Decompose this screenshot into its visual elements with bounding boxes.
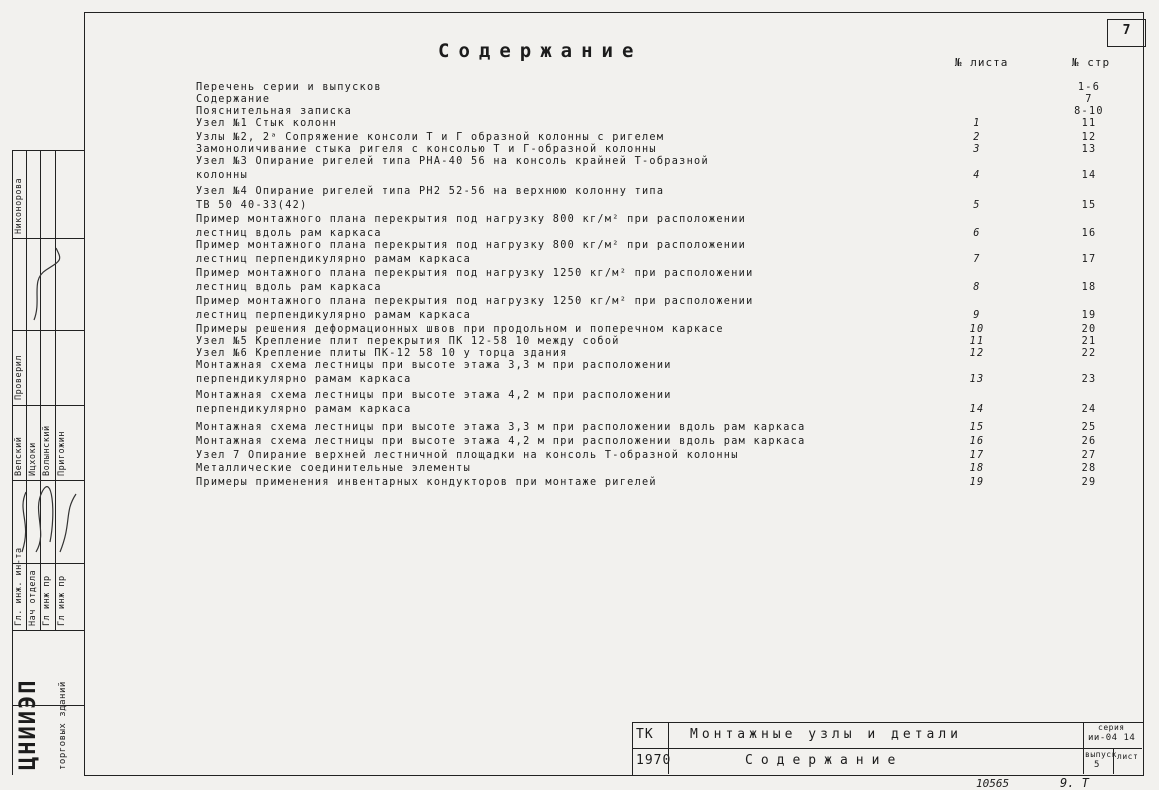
row-text: Монтажная схема лестницы при высоте этажа 3,3 м при расположении вдоль рам каркаса [196,422,806,433]
row-sheet-number: 15 [969,422,985,433]
row-text: Узел №5 Крепление плит перекрытия ПК 12-58 10 между собой [196,336,620,347]
contents-row [0,422,1159,436]
row-text: перпендикулярно рамам каркаса [196,374,412,385]
row-page-number: 26 [1081,436,1097,447]
row-text: Пример монтажного плана перекрытия под нагрузку 800 кг/м² при расположении [196,240,747,251]
row-text: Монтажная схема лестницы при высоте этажа 4,2 м при расположении [196,390,672,401]
row-text: колонны [196,170,249,181]
stamp-subtitle: Содержание [745,753,904,768]
sheet-label: лист [1117,752,1139,761]
inventory-number: 10565 [976,777,1010,790]
role-1: Гл. инж. ин-та [14,547,24,626]
row-sheet-number: 3 [973,144,981,155]
row-sheet-number: 11 [969,336,985,347]
row-text: Узел №6 Крепление плиты ПК-12 58 10 у торца здания [196,348,568,359]
series-value: ии-04 14 [1088,733,1136,743]
row-text: лестниц перпендикулярно рамам каркаса [196,310,472,321]
row-sheet-number: 8 [973,282,981,293]
row-page-number: 20 [1081,324,1097,335]
row-page-number: 8-10 [1074,106,1104,117]
contents-row [0,450,1159,464]
row-text: Замоноличивание стыка ригеля с консолью Т и Г-образной колонны [196,144,657,155]
contents-row [0,477,1159,491]
row-text: Содержание [196,94,271,105]
checked-name: Никонорова [14,177,24,234]
row-text: Узел №1 Стык колонн [196,118,338,129]
row-text: Примеры решения деформационных швов при продольном и поперечном каркасе [196,324,724,335]
row-page-number: 23 [1081,374,1097,385]
contents-row [0,282,1159,296]
name-1: Вепский [14,436,24,476]
row-text: Узел №4 Опирание ригелей типа РН2 52-56 на верхнюю колонну типа [196,186,665,197]
row-page-number: 17 [1081,254,1097,265]
contents-row [0,240,1159,254]
contents-row [0,200,1159,214]
name-3: Волынский [42,425,52,476]
code-bottom: 1970 [636,753,672,768]
row-text: Узел №3 Опирание ригелей типа РНА-40 56 на консоль крайней Т-образной [196,156,709,167]
contents-row [0,268,1159,282]
row-page-number: 16 [1081,228,1097,239]
stamp-title: Монтажные узлы и детали [690,727,963,742]
row-sheet-number: 6 [973,228,981,239]
row-text: Пример монтажного плана перекрытия под нагрузку 800 кг/м² при расположении [196,214,747,225]
contents-row [0,170,1159,184]
row-page-number: 29 [1081,477,1097,488]
row-page-number: 14 [1081,170,1097,181]
row-page-number: 15 [1081,200,1097,211]
row-text: Узлы №2, 2ᵃ Сопряжение консоли Т и Г образной колонны с ригелем [196,132,665,143]
row-sheet-number: 9 [973,310,981,321]
role-3: Гл инж пр [42,575,52,626]
row-page-number: 13 [1081,144,1097,155]
row-sheet-number: 16 [969,436,985,447]
signature-1 [12,482,84,562]
row-text: лестниц перпендикулярно рамам каркаса [196,254,472,265]
issue-label: выпуск [1085,750,1117,759]
role-4: Гл инж пр [57,575,67,626]
role-2: Нач отдела [28,569,38,626]
row-text: Пояснительная записка [196,106,353,117]
row-sheet-number: 7 [973,254,981,265]
row-text: Металлические соединительные элементы [196,463,472,474]
checked-label: Проверил [14,355,24,400]
row-text: Примеры применения инвентарных кондукторов при монтаже ригелей [196,477,657,488]
row-page-number: 24 [1081,404,1097,415]
row-sheet-number: 13 [969,374,985,385]
row-page-number: 27 [1081,450,1097,461]
column-header-page: № стр [1072,56,1111,69]
contents-row [0,214,1159,228]
row-page-number: 28 [1081,463,1097,474]
page-title: Содержание [438,40,643,62]
contents-row [0,374,1159,388]
contents-row [0,360,1159,374]
row-text: Монтажная схема лестницы при высоте этажа 4,2 м при расположении вдоль рам каркаса [196,436,806,447]
row-sheet-number: 2 [973,132,981,143]
name-2: Ицхоки [28,442,38,476]
row-sheet-number: 12 [969,348,985,359]
row-text: лестниц вдоль рам каркаса [196,228,382,239]
row-text: Пример монтажного плана перекрытия под нагрузку 1250 кг/м² при расположении [196,296,754,307]
row-sheet-number: 4 [973,170,981,181]
row-text: перпендикулярно рамам каркаса [196,404,412,415]
contents-row [0,310,1159,324]
row-page-number: 21 [1081,336,1097,347]
row-sheet-number: 18 [969,463,985,474]
row-page-number: 11 [1081,118,1097,129]
logo: ЦНИИЭП [16,678,41,770]
row-text: Монтажная схема лестницы при высоте этажа 3,3 м при расположении [196,360,672,371]
row-sheet-number: 14 [969,404,985,415]
row-sheet-number: 17 [969,450,985,461]
contents-row [0,463,1159,477]
logo-sub: торговых зданий [58,681,68,770]
contents-row [0,254,1159,268]
column-header-sheet: № листа [955,56,1009,69]
contents-row [0,296,1159,310]
row-page-number: 25 [1081,422,1097,433]
contents-row [0,118,1159,132]
row-text: Пример монтажного плана перекрытия под нагрузку 1250 кг/м² при расположении [196,268,754,279]
contents-row [0,404,1159,418]
row-page-number: 7 [1085,94,1093,105]
footer-mark: 9. Т [1060,776,1089,790]
contents-row [0,390,1159,404]
row-page-number: 19 [1081,310,1097,321]
series-label: серия [1098,723,1125,732]
row-page-number: 12 [1081,132,1097,143]
name-4: Пригожин [57,431,67,476]
issue-value: 5 [1094,760,1100,770]
row-sheet-number: 19 [969,477,985,488]
row-text: Узел 7 Опирание верхней лестничной площадки на консоль Т-образной колонны [196,450,739,461]
signature-checker [12,240,84,330]
row-text: Перечень серии и выпусков [196,82,382,93]
row-sheet-number: 1 [973,118,981,129]
page-number: 7 [1122,23,1131,38]
row-page-number: 18 [1081,282,1097,293]
row-text: лестниц вдоль рам каркаса [196,282,382,293]
contents-row [0,156,1159,170]
code-top: ТК [636,727,654,742]
row-page-number: 22 [1081,348,1097,359]
page-number-box [1107,19,1146,47]
contents-row [0,186,1159,200]
row-sheet-number: 5 [973,200,981,211]
row-sheet-number: 10 [969,324,985,335]
contents-row [0,436,1159,450]
row-page-number: 1-6 [1077,82,1101,93]
row-text: ТВ 50 40-33(42) [196,200,308,211]
